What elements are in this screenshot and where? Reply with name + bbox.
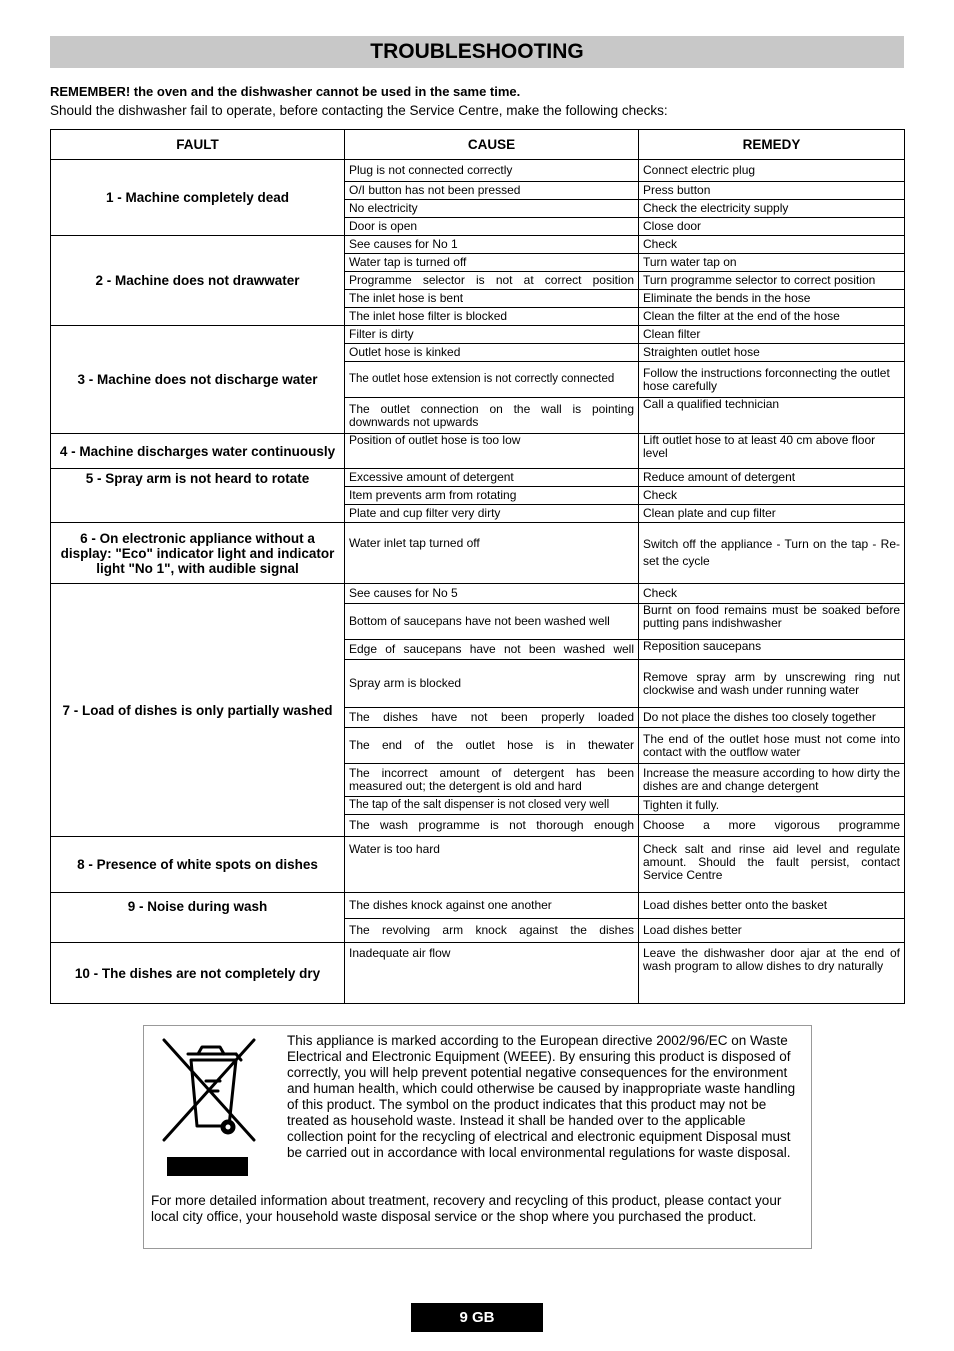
table-row (51, 160, 905, 182)
table-row (51, 837, 905, 893)
cause-cell: Inadequate air flow (345, 943, 639, 1004)
remedy-cell: Connect electric plug (639, 160, 905, 182)
cause-cell: Excessive amount of detergent (345, 469, 639, 487)
weee-main-text: This appliance is marked according to the European directive 2002/96/EC on Waste Electrical and Electronic Equipment (WEEE). By ensuring this product is disposed of correctly, you will help prevent potential negative consequences for the environment and human health, which could otherwise be caused by inappropriate waste handling of this product. The symbol on the product indicates that this product may not be treated as household waste. Instead it shall be handed over to the applicable collection point for the recycling of electrical and electronic equipment Disposal must be carried out in accordance with local environmental regulations for waste disposal. (287, 1033, 796, 1160)
cause-cell: Water is too hard (345, 837, 639, 893)
cause-cell: Bottom of saucepans have not been washed well (345, 604, 639, 640)
fault-cell: 5 - Spray arm is not heard to rotate (51, 469, 345, 523)
cause-cell: The tap of the salt dispenser is not closed very well (345, 797, 639, 815)
cause-cell: Item prevents arm from rotating (345, 487, 639, 505)
cause-cell: Filter is dirty (345, 326, 639, 344)
remedy-cell: Follow the instructions forconnecting the outlet hose carefully (639, 362, 905, 398)
table-row (51, 469, 905, 487)
table-row (51, 523, 905, 584)
cause-header: CAUSE (345, 130, 639, 160)
table-row (51, 326, 905, 344)
cause-cell: The revolving arm knock against the dishes (345, 919, 639, 943)
cause-cell: O/I button has not been pressed (345, 182, 639, 200)
fault-cell: 7 - Load of dishes is only partially washed (51, 584, 345, 837)
troubleshooting-table (50, 129, 905, 1004)
table-row (51, 893, 905, 919)
remedy-cell: Eliminate the bends in the hose (639, 290, 905, 308)
cause-cell: Plate and cup filter very dirty (345, 505, 639, 523)
cause-cell: Outlet hose is kinked (345, 344, 639, 362)
remedy-cell: Call a qualified technician (639, 398, 905, 434)
cause-cell: Plug is not connected correctly (345, 160, 639, 182)
cause-cell: See causes for No 5 (345, 584, 639, 604)
table-header-row (51, 130, 905, 160)
remedy-cell: Do not place the dishes too closely together (639, 708, 905, 728)
cause-cell: The incorrect amount of detergent has been measured out; the detergent is old and hard (345, 764, 639, 797)
crossed-out-wheelie-bin-icon (158, 1036, 258, 1151)
table-row (51, 236, 905, 254)
cause-cell: The end of the outlet hose is in thewater (345, 728, 639, 764)
weee-footer-text: For more detailed information about treatment, recovery and recycling of this product, please contact your local city office, your household waste disposal service or the shop where you purchased the product. (151, 1193, 782, 1224)
cause-cell: The dishes knock against one another (345, 893, 639, 919)
cause-cell: Water tap is turned off (345, 254, 639, 272)
remedy-cell: Reduce amount of detergent (639, 469, 905, 487)
cause-cell: The inlet hose filter is blocked (345, 308, 639, 326)
fault-cell: 9 - Noise during wash (51, 893, 345, 943)
remedy-cell: Burnt on food remains must be soaked before putting pans indishwasher (639, 604, 905, 640)
remedy-header: REMEDY (639, 130, 905, 160)
cause-cell: Edge of saucepans have not been washed well (345, 640, 639, 660)
page-title: TROUBLESHOOTING (50, 36, 904, 68)
remedy-cell: The end of the outlet hose must not come into contact with the outflow water (639, 728, 905, 764)
remedy-cell: Load dishes better onto the basket (639, 893, 905, 919)
fault-cell: 2 - Machine does not drawwater (51, 236, 345, 326)
fault-header: FAULT (51, 130, 345, 160)
remedy-cell: Check salt and rinse aid level and regulate amount. Should the fault persist, contact Service Centre (639, 837, 905, 893)
table-row (51, 943, 905, 1004)
remedy-cell: Press button (639, 182, 905, 200)
remedy-cell: Reposition saucepans (639, 640, 905, 660)
remedy-cell: Lift outlet hose to at least 40 cm above floor level (639, 434, 905, 469)
cause-cell: The outlet connection on the wall is pointing downwards not upwards (345, 398, 639, 434)
remedy-cell: Check (639, 236, 905, 254)
cause-cell: The inlet hose is bent (345, 290, 639, 308)
remedy-cell: Clean the filter at the end of the hose (639, 308, 905, 326)
fault-cell: 10 - The dishes are not completely dry (51, 943, 345, 1004)
fault-cell: 3 - Machine does not discharge water (51, 326, 345, 434)
fault-cell: 1 - Machine completely dead (51, 160, 345, 236)
cause-cell: The dishes have not been properly loaded (345, 708, 639, 728)
table-row (51, 434, 905, 469)
remedy-cell: Tighten it fully. (639, 797, 905, 815)
remedy-cell: Straighten outlet hose (639, 344, 905, 362)
remedy-cell: Check (639, 584, 905, 604)
remedy-cell: Check (639, 487, 905, 505)
remedy-cell: Turn programme selector to correct position (639, 272, 905, 290)
intro-text: Should the dishwasher fail to operate, before contacting the Service Centre, make the following checks: (50, 103, 668, 118)
remedy-cell: Remove spray arm by unscrewing ring nut clockwise and wash under running water (639, 660, 905, 708)
remedy-cell: Increase the measure according to how dirty the dishes are and change detergent (639, 764, 905, 797)
fault-cell: 4 - Machine discharges water continuously (51, 434, 345, 469)
remedy-cell: Switch off the appliance - Turn on the tap - Re-set the cycle (639, 523, 905, 584)
remedy-cell: Check the electricity supply (639, 200, 905, 218)
cause-cell: Door is open (345, 218, 639, 236)
cause-cell: The wash programme is not thorough enough (345, 815, 639, 837)
cause-cell: Position of outlet hose is too low (345, 434, 639, 469)
weee-notice (143, 1025, 812, 1249)
remedy-cell: Load dishes better (639, 919, 905, 943)
cause-cell: No electricity (345, 200, 639, 218)
remedy-cell: Leave the dishwasher door ajar at the end of wash program to allow dishes to dry naturally (639, 943, 905, 1004)
remember-note: REMEMBER! the oven and the dishwasher cannot be used in the same time. (50, 84, 521, 99)
page-number: 9 GB (411, 1303, 543, 1332)
weee-bar (167, 1157, 248, 1176)
cause-cell: Spray arm is blocked (345, 660, 639, 708)
remedy-cell: Clean plate and cup filter (639, 505, 905, 523)
fault-cell: 8 - Presence of white spots on dishes (51, 837, 345, 893)
cause-cell: See causes for No 1 (345, 236, 639, 254)
table-row (51, 584, 905, 604)
remedy-cell: Turn water tap on (639, 254, 905, 272)
remedy-cell: Clean filter (639, 326, 905, 344)
remedy-cell: Close door (639, 218, 905, 236)
cause-cell: Programme selector is not at correct position (345, 272, 639, 290)
cause-cell: Water inlet tap turned off (345, 523, 639, 584)
remedy-cell: Choose a more vigorous programme (639, 815, 905, 837)
fault-cell: 6 - On electronic appliance without a display: "Eco" indicator light and indicator light "No 1", with audible signal (51, 523, 345, 584)
cause-cell: The outlet hose extension is not correctly connected (345, 362, 639, 398)
